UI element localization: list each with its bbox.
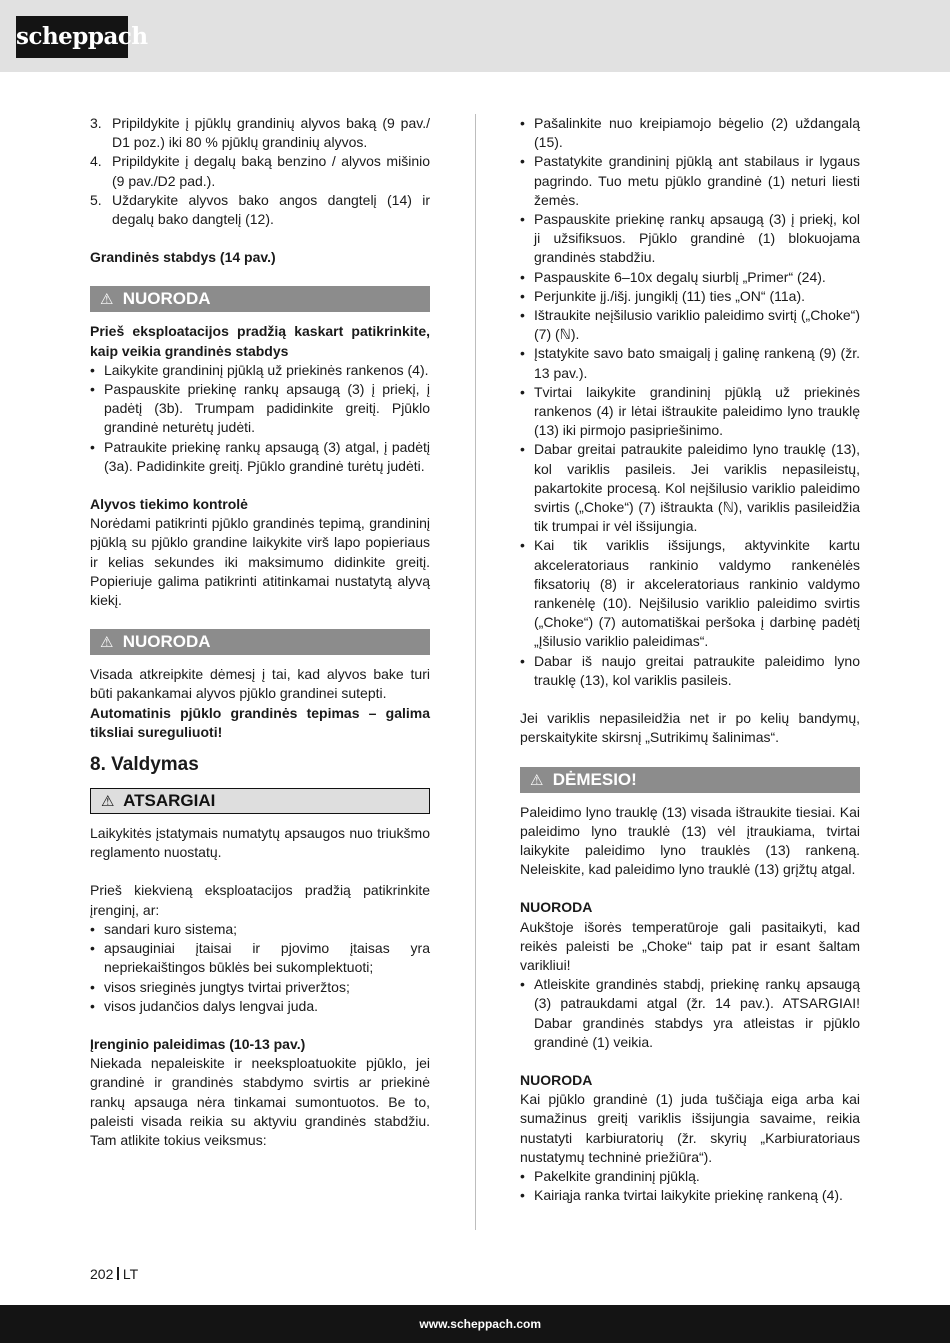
list-item: • Ištraukite neįšilusio variklio paleidimo svirtį („Choke“) (7) (ℕ). — [520, 306, 860, 344]
left-column — [90, 114, 430, 1150]
list-item: • Kai tik variklis išsijungs, aktyvinkite kartu akceleratoriaus rankinio valdymo rankenėlės fiksatorių (8) ir akceleratoriaus rankinio valdymo rankenėlę (10). Neįšilusio variklio paleidimo svirtis („Choke“) (7) automatiškai peršoka į darbinę padėtį „Įšilusio variklio paleidimas“. — [520, 536, 860, 651]
warning-icon: ⚠ — [100, 291, 114, 309]
warning-icon: ⚠ — [100, 634, 114, 652]
separator-bar — [117, 1267, 119, 1280]
note-list — [520, 975, 860, 1052]
chain-brake-heading: Grandinės stabdys (14 pav.) — [90, 249, 276, 266]
brake-check-list — [90, 361, 430, 476]
list-item: • Pakelkite grandininį pjūklą. — [520, 1167, 860, 1186]
caution-text: Laikykitės įstatymais numatytų apsaugos nuo triukšmo reglamento nuostatų. — [90, 825, 430, 861]
list-item: • Įstatykite savo bato smaigalį į galinę rankeną (9) (žr. 13 pav.). — [520, 344, 860, 382]
notice-box: ⚠ NUORODA — [90, 629, 430, 655]
list-item: • Dabar iš naujo greitai patraukite paleidimo lyno trauklę (13), kol variklis pasileis. — [520, 652, 860, 690]
device-check-list — [90, 920, 430, 1016]
start-steps-list — [520, 114, 860, 690]
header-band — [0, 0, 950, 72]
page-number: 202 LT — [90, 1266, 139, 1282]
attention-box: ⚠ DĖMESIO! — [520, 767, 860, 793]
start-text: Niekada nepaleiskite ir neeksploatuokite pjūklo, jei grandinė ir grandinės stabdymo svirtis ar priekinė rankų apsauga nėra tinkamai sumontuotos. Be to, paleisti visada reikia su aktyviu grandinės stabdžiu. Tam atlikite tokius veiksmus: — [90, 1055, 430, 1148]
note-text: Aukštoje išorės temperatūroje gali pasitaikyti, kad reikės paleisti be „Choke“ taip pat ir esant šaltam varikliui! — [520, 918, 860, 973]
list-item: • sandari kuro sistema; — [90, 920, 430, 939]
list-item: • Patraukite priekinę rankų apsaugą (3) atgal, į padėtį (3a). Padidinkite greitį. Pjūklo grandinė turėtų judėti. — [90, 438, 430, 476]
notice-intro: Prieš eksploatacijos pradžią kaskart patikrinkite, kaip veikia grandinės stabdys — [90, 323, 430, 359]
list-item: • Paspauskite priekinę rankų apsaugą (3) į priekį, į padėtį (3b). Trumpam padidinkite greitį. Pjūklo grandinė neturėtų judėti. — [90, 380, 430, 438]
list-item: • Pastatykite grandininį pjūklą ant stabilaus ir lygaus pagrindo. Tuo metu pjūklo grandinė (1) neturi liesti žemės. — [520, 152, 860, 210]
fill-steps-list — [90, 114, 430, 229]
website-link[interactable]: www.scheppach.com — [419, 1317, 541, 1331]
list-item: 4. Pripildykite į degalų baką benzino / alyvos mišinio (9 pav./D2 pad.). — [90, 153, 430, 189]
footer-band — [0, 1305, 950, 1343]
warning-icon: ⚠ — [530, 771, 544, 789]
list-item: 5. Uždarykite alyvos bako angos dangtelį (14) ir degalų bako dangtelį (12). — [90, 191, 430, 228]
attention-text: Paleidimo lyno trauklę (13) visada ištraukite tiesiai. Kai paleidimo lyno trauklė (13) vėl įtraukiama, tvirtai laikykite paleidimo lyno trauklės (13) rankeną. Neleiskite, kad paleidimo lyno trauklė (13) grįžtų atgal. — [520, 803, 860, 878]
warning-icon: ⚠ — [101, 793, 115, 811]
list-item: • Tvirtai laikykite grandininį pjūklą už priekinės rankenos (4) ir lėtai ištraukite paleidimo lyno trauklę (13) iki pirmojo pasipriešinimo. — [520, 383, 860, 441]
oil-heading: Alyvos tiekimo kontrolė — [90, 496, 248, 513]
notice-box: ⚠ NUORODA — [90, 286, 430, 312]
list-item: 3. Pripildykite į pjūklų grandinių alyvos baką (9 pav./ D1 poz.) iki 80 % pjūklų grandinių alyvos. — [90, 115, 430, 151]
caution-box: ⚠ ATSARGIAI — [90, 788, 430, 814]
scheppach-logo: scheppach — [16, 16, 128, 58]
list-item: • Paspauskite 6–10x degalų siurblį „Primer“ (24). — [520, 268, 860, 287]
list-item: • Pašalinkite nuo kreipiamojo bėgelio (2) uždangalą (15). — [520, 114, 860, 152]
retry-text: Jei variklis nepasileidžia net ir po kelių bandymų, perskaitykite skirsnį „Sutrikimų šalinimas“. — [520, 710, 860, 746]
list-item: • Atleiskite grandinės stabdį, priekinę rankų apsaugą (3) patraukdami atgal (žr. 14 pav.). ATSARGIAI! Dabar grandinės stabdys yra atleistas ir pjūklo grandinė (1) veikia. — [520, 975, 860, 1052]
list-item: • Dabar greitai patraukite paleidimo lyno trauklę (13), kol variklis pasileis. Jei variklis nepasileistų, pakartokite procesą. Kol neįšilusio variklio paleidimo svirtis („Choke“) (7) ištraukta (ℕ), variklis pasileidžia tik trumpai ir vėl išsijungia. — [520, 440, 860, 536]
note-list — [520, 1167, 860, 1205]
note-heading: NUORODA — [520, 1071, 593, 1088]
notice-text: Visada atkreipkite dėmesį į tai, kad alyvos bake turi būti pakankamai alyvos pjūklo grandinei sutepti. — [90, 666, 430, 702]
list-item: • Perjunkite įj./išj. jungiklį (11) ties „ON“ (11a). — [520, 287, 860, 306]
section-title: 8. Valdymas — [90, 754, 199, 776]
note-text: Kai pjūklo grandinė (1) juda tuščiąja eiga arba kai sumažinus greitį variklis išsijungia savaime, reikia nustatyti karbiuratorių (žr. skyrių „Karbiuratoriaus nustatymų techninė priežiūra“). — [520, 1091, 860, 1165]
list-item: • visos judančios dalys lengvai juda. — [90, 997, 430, 1016]
start-heading: Įrenginio paleidimas (10-13 pav.) — [90, 1035, 306, 1052]
list-item: • visos srieginės jungtys tvirtai priveržtos; — [90, 978, 430, 997]
list-item: • Paspauskite priekinę rankų apsaugą (3) į priekį, kol ji užsifiksuos. Pjūklo grandinė (1) blokuojama grandinės stabdžiu. — [520, 210, 860, 268]
right-column — [520, 114, 860, 1205]
list-item: • Laikykite grandininį pjūklą už priekinės rankenos (4). — [90, 361, 430, 380]
list-item: • Kairiąja ranka tvirtai laikykite priekinę rankeną (4). — [520, 1186, 860, 1205]
note-heading: NUORODA — [520, 899, 593, 916]
list-item: • apsauginiai įtaisai ir pjovimo įtaisas yra nepriekaištingos būklės bei sukomplektuoti; — [90, 939, 430, 977]
column-divider — [475, 114, 476, 1230]
check-intro: Prieš kiekvieną eksploatacijos pradžią patikrinkite įrenginį, ar: — [90, 882, 430, 918]
oil-text: Norėdami patikrinti pjūklo grandinės tepimą, grandininį pjūklą su pjūklo grandine laikykite virš lapo popieriaus ir kelias sekundes iki maksimumo didinkite greitį. Popieriuje galima patikrinti atitinkamai nustatytą alyvą kiekį. — [90, 515, 430, 609]
notice-bold-text: Automatinis pjūklo grandinės tepimas – galima tiksliai sureguliuoti! — [90, 704, 430, 740]
